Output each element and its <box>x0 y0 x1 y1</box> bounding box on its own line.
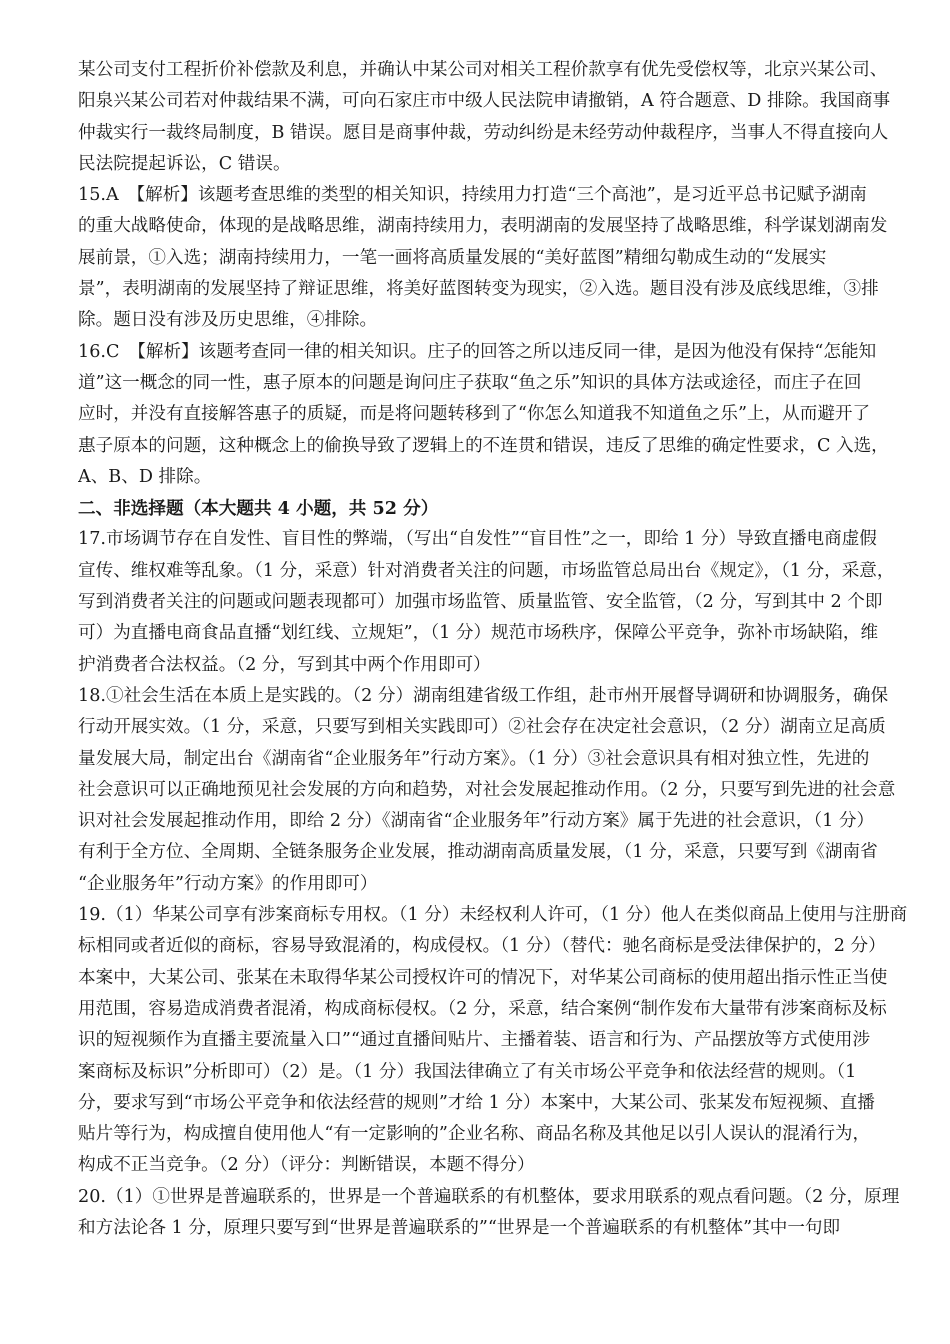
text-line: 识的短视频作为直播主要流量入口”“通过直播间贴片、主播着装、语言和行为、产品摆放等方式使用涉 <box>78 1030 871 1051</box>
text-line: 有利于全方位、全周期、全链条服务企业发展，推动湖南高质量发展，（1 分，采意，只要写到《湖南省 <box>78 842 878 863</box>
text-line: 阳泉兴某公司若对仲裁结果不满，可向石家庄市中级人民法院申请撤销，A 符合题意、D 排除。我国商事 <box>78 91 891 112</box>
text-line: 应时，并没有直接解答惠子的质疑，而是将问题转移到了“你怎么知道我不知道鱼之乐”上，从而避开了 <box>78 404 871 425</box>
text-line: 和方法论各 1 分，原理只要写到“世界是普遍联系的”“世界是一个普遍联系的有机整体”其中一句即 <box>78 1217 841 1238</box>
text-line: 用范围，容易造成消费者混淆，构成商标侵权。（2 分，采意，结合案例“制作发布大量带有涉案商标及标 <box>78 998 887 1019</box>
answer-18-line: 18.①社会生活在本质上是实践的。（2 分）湖南组建省级工作组，赴市州开展督导调研和协调服务，确保 <box>78 685 889 706</box>
text-line: 构成不正当竞争。（2 分）（评分：判断错误，本题不得分） <box>78 1155 535 1176</box>
text-line: 护消费者合法权益。（2 分，写到其中两个作用即可） <box>78 654 491 675</box>
text-line: 景”，表明湖南的发展坚持了辩证思维，将美好蓝图转变为现实，②入选。题目没有涉及底线思维，③排 <box>78 279 879 300</box>
answer-20-line: 20.（1）①世界是普遍联系的，世界是一个普遍联系的有机整体，要求用联系的观点看问题。（2 分，原理 <box>78 1186 900 1207</box>
text-line: “企业服务年”行动方案》的作用即可） <box>78 873 378 894</box>
text-line: 仲裁实行一裁终局制度，B 错误。愿目是商事仲裁，劳动纠纷是未经劳动仲裁程序，当事人不得直接向人 <box>78 122 889 143</box>
text-line: 除。题日没有涉及历史思维，④排除。 <box>78 310 378 331</box>
text-line: 行动开展实效。（1 分，采意，只要写到相关实践即可）②社会存在决定社会意识，（2 分）湖南立足高质 <box>78 717 886 738</box>
text-line: 社会意识可以正确地预见社会发展的方向和趋势，对社会发展起推动作用。（2 分，只要写到先进的社会意 <box>78 779 896 800</box>
text-line: 某公司支付工程折价补偿款及利息，并确认中某公司对相关工程价款享有优先受偿权等，北京兴某公司、 <box>78 60 888 80</box>
text-line: 的重大战略使命，体现的是战略思维，湖南持续用力，表明湖南的发展坚持了战略思维，科学谋划湖南发 <box>78 216 888 237</box>
text-line: 展前景，①入选；湖南持续用力，一笔一画将高质量发展的“美好蓝图”精细勾勒成生动的“发展实 <box>78 247 827 268</box>
text-line: 量发展大局，制定出台《湖南省“企业服务年”行动方案》。（1 分）③社会意识具有相对独立性，先进的 <box>78 748 870 769</box>
text-line: 分，要求写到“市场公平竞争和依法经营的规则”才给 1 分）本案中，大某公司、张某发布短视频、直播 <box>78 1092 875 1113</box>
text-line: 本案中，大某公司、张某在未取得华某公司授权许可的情况下，对华某公司商标的使用超出指示性正当使 <box>78 967 888 988</box>
text-line: 识对社会发展起推动作用，即给 2 分）《湖南省“企业服务年”行动方案》属于先进的社会意识，（1 分） <box>78 811 875 832</box>
text-line: 民法院提起诉讼，C 错误。 <box>78 153 291 174</box>
text-line: A、B、D 排除。 <box>78 466 212 487</box>
answer-16-line: 16.C 【解析】该题考查同一律的相关知识。庄子的回答之所以违反同一律，是因为他没有保持“怎能知 <box>78 341 877 362</box>
section-heading: 二、非选择题（本大题共 4 小题，共 52 分） <box>78 498 439 520</box>
text-line: 宣传、维权难等乱象。（1 分，采意）针对消费者关注的问题，市场监管总局出台《规定》，（1 分，采意， <box>78 560 895 581</box>
text-line: 可）为直播电商食品直播“划红线、立规矩”，（1 分）规范市场秩序，保障公平竞争，弥补市场缺陷，维 <box>78 623 879 644</box>
answer-17-line: 17.市场调节存在自发性、盲目性的弊端，（写出“自发性”“盲目性”之一，即给 1 分）导致直播电商虚假 <box>78 529 877 550</box>
answer-19-line: 19.（1）华某公司享有涉案商标专用权。（1 分）未经权利人许可，（1 分）他人在类似商品上使用与注册商 <box>78 905 908 926</box>
text-line: 写到消费者关注的问题或问题表现都可）加强市场监管、质量监管、安全监管，（2 分，写到其中 2 个即 <box>78 592 883 613</box>
text-line: 道”这一概念的同一性，惠子原本的问题是询问庄子获取“鱼之乐”知识的具体方法或途径，而庄子在回 <box>78 372 862 393</box>
text-line: 标相同或者近似的商标，容易导致混淆的，构成侵权。（1 分）（替代：驰名商标是受法律保护的，2 分） <box>78 936 886 957</box>
answer-15-line: 15.A 【解析】该题考查思维的类型的相关知识，持续用力打造“三个高池”，是习近平总书记赋予湖南 <box>78 185 867 206</box>
text-line: 贴片等行为，构成擅自使用他人“有一定影响的”企业名称、商品名称及其他足以引人误认的混淆行为， <box>78 1124 871 1145</box>
text-line: 惠子原本的问题，这种概念上的偷换导致了逻辑上的不连贯和错误，违反了思维的确定性要求，C 入选， <box>78 435 889 456</box>
text-line: 案商标及标识”分析即可）（2）是。（1 分）我国法律确立了有关市场公平竞争和依法经营的规则。（1 <box>78 1061 857 1082</box>
